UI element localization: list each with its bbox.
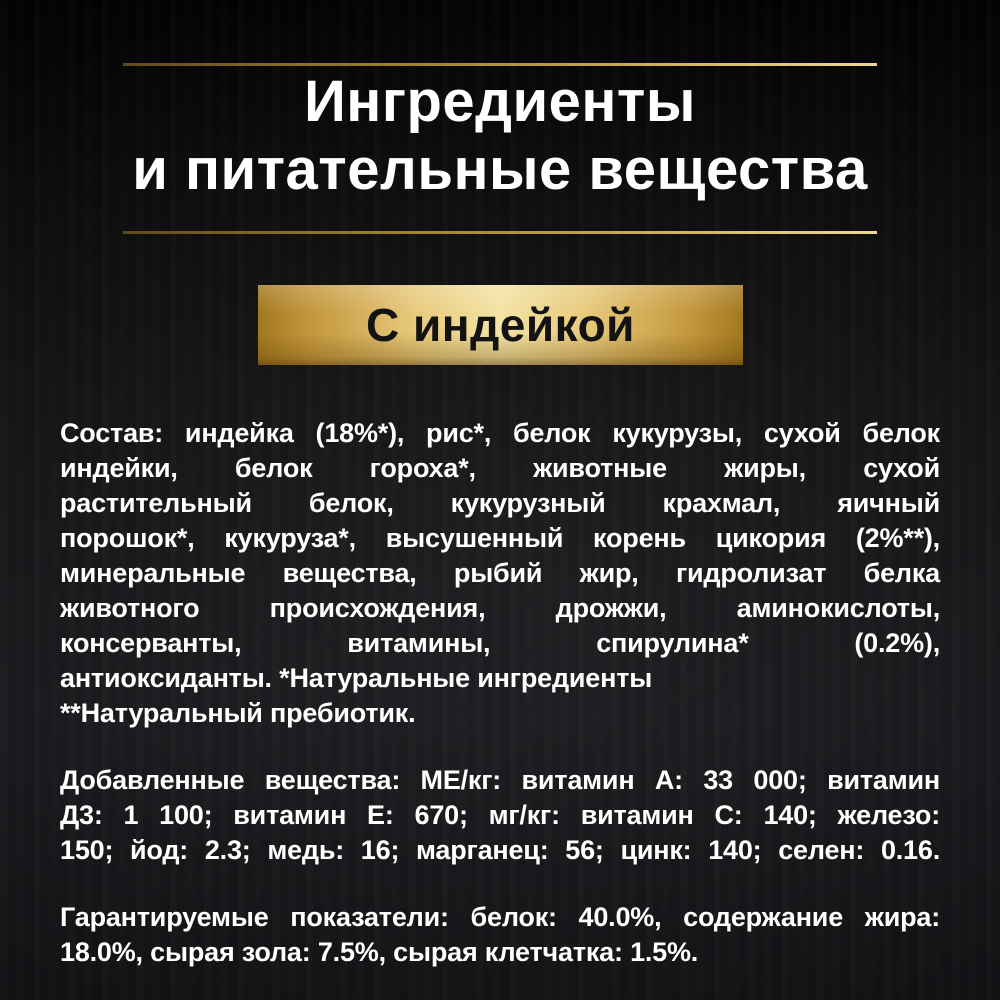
text-line: Состав: индейка (18%*), рис*, белок кукурузы, сухой белок [60, 418, 940, 448]
text-line: животного происхождения, дрожжи, аминокислоты, [60, 593, 940, 623]
text-line: Д3: 1 100; витамин Е: 670; мг/кг: витамин С: 140; железо: [60, 800, 940, 830]
gold-divider-bottom [123, 231, 877, 234]
text-line: Гарантируемые показатели: белок: 40.0%, содержание жира: [60, 902, 940, 932]
section-guaranteed-analysis [60, 900, 940, 970]
text-line: 150; йод: 2.3; медь: 16; марганец: 56; цинк: 140; селен: 0.16. [60, 835, 940, 865]
text-line: индейки, белок гороха*, животные жиры, сухой [60, 453, 940, 483]
section-additives [60, 763, 940, 868]
text-line: Добавленные вещества: МЕ/кг: витамин А: 33 000; витамин [60, 765, 940, 795]
page-title-line-1: Ингредиенты [304, 69, 696, 134]
text-line: 18.0%, сырая зола: 7.5%, сырая клетчатка: 1.5%. [60, 937, 699, 967]
text-line: порошок*, кукуруза*, высушенный корень цикория (2%**), [60, 523, 940, 553]
page-title [0, 68, 1000, 204]
gold-divider-top [123, 63, 877, 66]
nutrition-text-block [60, 416, 940, 1000]
text-line: антиоксиданты. *Натуральные ингредиенты [60, 663, 653, 693]
text-line: растительный белок, кукурузный крахмал, яичный [60, 488, 940, 518]
variant-banner [258, 285, 743, 365]
text-line: **Натуральный пребиотик. [60, 698, 416, 728]
page-title-line-2: и питательные вещества [132, 137, 868, 202]
variant-banner-label: С индейкой [366, 299, 635, 351]
text-line: консерванты, витамины, спирулина* (0.2%), [60, 628, 940, 658]
text-line: минеральные вещества, рыбий жир, гидролизат белка [60, 558, 940, 588]
section-composition [60, 416, 940, 731]
